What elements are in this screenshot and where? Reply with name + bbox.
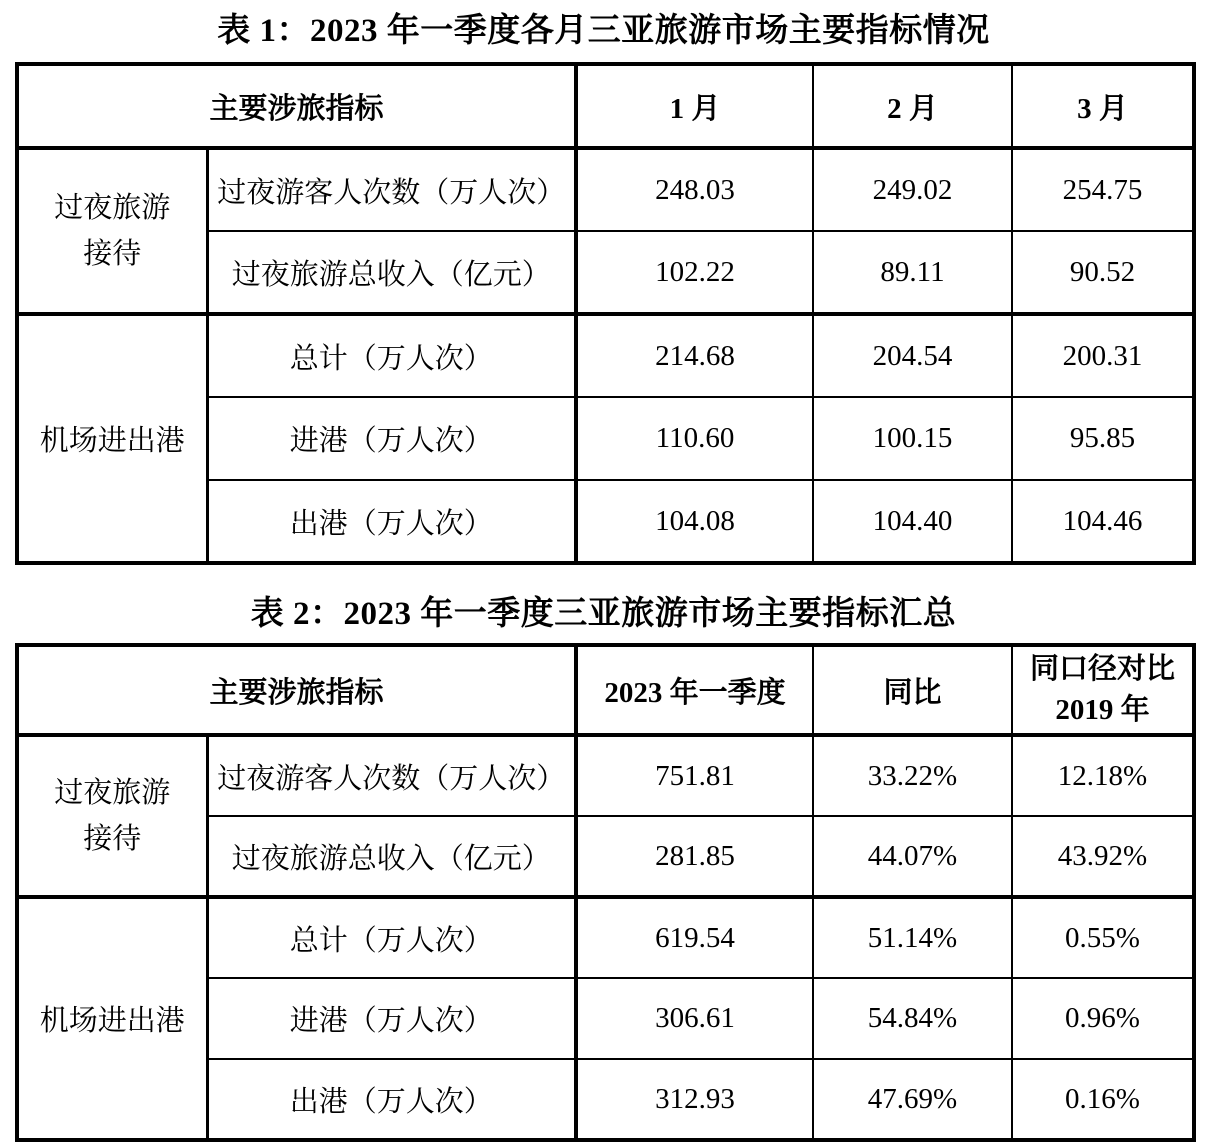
table-header-row (17, 645, 1194, 735)
value-cell: 54.84% (813, 978, 1012, 1059)
col-header-vs2019-line2: 2019 年 (1055, 694, 1150, 726)
value-cell: 0.96% (1012, 978, 1194, 1059)
value-cell: 104.08 (576, 480, 813, 563)
value-cell: 306.61 (576, 978, 813, 1059)
col-header-month3: 3 月 (1012, 64, 1194, 148)
group-label-line1: 过夜旅游 (54, 191, 171, 224)
value-cell: 281.85 (576, 816, 813, 897)
value-cell: 110.60 (576, 397, 813, 480)
value-cell: 249.02 (813, 148, 1012, 231)
value-cell: 104.46 (1012, 480, 1194, 563)
table-header-row (17, 64, 1194, 148)
value-cell: 102.22 (576, 231, 813, 314)
value-cell: 89.11 (813, 231, 1012, 314)
indicator-cell: 过夜游客人次数（万人次） (207, 735, 576, 816)
value-cell: 43.92% (1012, 816, 1194, 897)
value-cell: 104.40 (813, 480, 1012, 563)
col-header-yoy: 同比 (813, 645, 1012, 735)
group-label-line2: 接待 (83, 238, 142, 270)
value-cell: 95.85 (1012, 397, 1194, 480)
value-cell: 204.54 (813, 314, 1012, 397)
indicator-cell: 过夜游客人次数（万人次） (207, 148, 576, 231)
value-cell: 200.31 (1012, 314, 1194, 397)
value-cell: 254.75 (1012, 148, 1194, 231)
value-cell: 44.07% (813, 816, 1012, 897)
table-row (17, 735, 1194, 816)
group-label-line2: 接待 (83, 823, 142, 855)
indicator-cell: 总计（万人次） (207, 897, 576, 978)
indicator-cell: 总计（万人次） (207, 314, 576, 397)
col-header-month2: 2 月 (813, 64, 1012, 148)
value-cell: 47.69% (813, 1059, 1012, 1140)
col-header-vs2019 (1012, 645, 1194, 735)
group-label-airport: 机场进出港 (17, 897, 207, 1140)
indicator-cell: 进港（万人次） (207, 397, 576, 480)
group-label-overnight-tourism (17, 148, 207, 314)
indicator-cell: 出港（万人次） (207, 480, 576, 563)
value-cell: 0.16% (1012, 1059, 1194, 1140)
table2-quarter-summary (15, 643, 1196, 1142)
value-cell: 248.03 (576, 148, 813, 231)
value-cell: 214.68 (576, 314, 813, 397)
value-cell: 12.18% (1012, 735, 1194, 816)
col-header-vs2019-line1: 同口径对比 (1030, 653, 1176, 686)
value-cell: 33.22% (813, 735, 1012, 816)
value-cell: 619.54 (576, 897, 813, 978)
indicator-cell: 出港（万人次） (207, 1059, 576, 1140)
value-cell: 51.14% (813, 897, 1012, 978)
table2-title: 表 2：2023 年一季度三亚旅游市场主要指标汇总 (250, 596, 957, 632)
col-header-quarter: 2023 年一季度 (576, 645, 813, 735)
value-cell: 0.55% (1012, 897, 1194, 978)
table-row (17, 897, 1194, 978)
indicator-header-cell: 主要涉旅指标 (17, 645, 576, 735)
value-cell: 100.15 (813, 397, 1012, 480)
table1-monthly-indicators (15, 62, 1196, 565)
group-label-line1: 过夜旅游 (54, 776, 171, 809)
value-cell: 751.81 (576, 735, 813, 816)
value-cell: 90.52 (1012, 231, 1194, 314)
group-label-airport: 机场进出港 (17, 314, 207, 563)
indicator-cell: 过夜旅游总收入（亿元） (207, 816, 576, 897)
indicator-cell: 进港（万人次） (207, 978, 576, 1059)
table1-title: 表 1：2023 年一季度各月三亚旅游市场主要指标情况 (217, 13, 990, 49)
table-row (17, 314, 1194, 397)
table-row (17, 148, 1194, 231)
value-cell: 312.93 (576, 1059, 813, 1140)
indicator-cell: 过夜旅游总收入（亿元） (207, 231, 576, 314)
col-header-month1: 1 月 (576, 64, 813, 148)
group-label-overnight-tourism (17, 735, 207, 897)
indicator-header-cell: 主要涉旅指标 (17, 64, 576, 148)
